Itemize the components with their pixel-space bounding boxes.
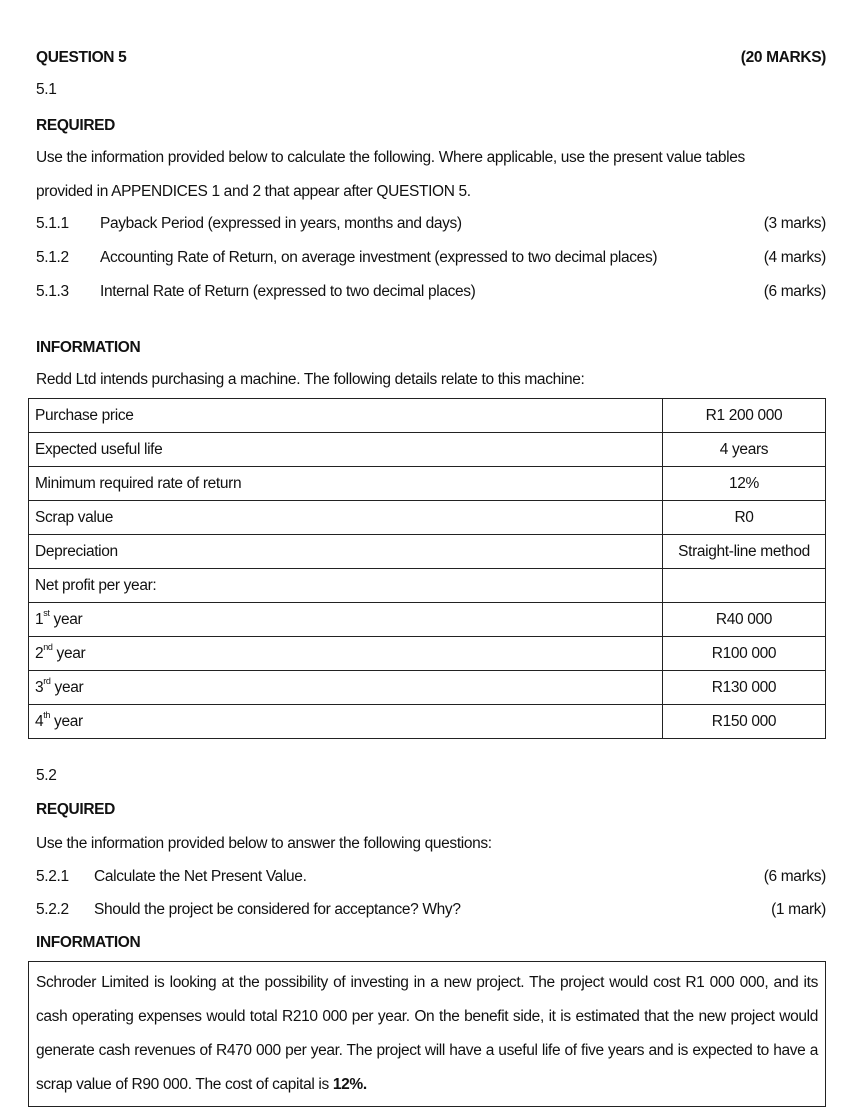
item-5-1-1-marks: (3 marks): [763, 215, 826, 232]
item-5-1-2-marks: (4 marks): [763, 249, 826, 266]
row-value: R130 000: [663, 671, 826, 705]
year-number: 4: [35, 712, 44, 730]
item-number: 5.1.1: [36, 215, 69, 232]
row-label: [29, 705, 663, 739]
ordinal-suffix: th: [43, 710, 51, 721]
table-row: [29, 637, 826, 671]
row-value: [663, 569, 826, 603]
row-label: Minimum required rate of return: [29, 467, 663, 501]
item-number: 5.1.2: [36, 249, 69, 266]
item-text: Payback Period (expressed in years, months and days): [100, 215, 462, 232]
row-label: [29, 671, 663, 705]
year-word: year: [49, 610, 83, 628]
row-value: R0: [663, 501, 826, 535]
row-value: 4 years: [663, 433, 826, 467]
row-label: Purchase price: [29, 399, 663, 433]
row-value: R100 000: [663, 637, 826, 671]
item-5-2-2-marks: (1 mark): [771, 901, 826, 918]
item-text: Should the project be considered for acceptance? Why?: [94, 901, 461, 918]
row-label: [29, 603, 663, 637]
information-heading-5-2: INFORMATION: [36, 934, 141, 951]
item-number: 5.2.1: [36, 868, 69, 885]
item-5-2-1: [36, 867, 307, 887]
information-heading-5-1: INFORMATION: [36, 339, 141, 356]
table-row: [29, 535, 826, 569]
machine-details-table: [28, 398, 826, 739]
table-row: [29, 705, 826, 739]
row-label: Scrap value: [29, 501, 663, 535]
instruction-line-2: provided in APPENDICES 1 and 2 that appear after QUESTION 5.: [36, 183, 471, 200]
required-heading-5-2: REQUIRED: [36, 801, 116, 818]
row-value: R1 200 000: [663, 399, 826, 433]
year-number: 3: [35, 678, 44, 696]
instruction-5-2: Use the information provided below to answer the following questions:: [36, 835, 492, 852]
section-number-5-2: 5.2: [36, 767, 57, 784]
item-text: Calculate the Net Present Value.: [94, 868, 307, 885]
row-label: Expected useful life: [29, 433, 663, 467]
item-5-1-1: [36, 214, 462, 234]
ordinal-suffix: nd: [43, 642, 53, 653]
item-5-2-1-marks: (6 marks): [763, 868, 826, 885]
item-number: 5.1.3: [36, 283, 69, 300]
project-information-box: [28, 961, 826, 1107]
question-marks: (20 MARKS): [740, 49, 826, 66]
cost-of-capital: 12%.: [332, 1076, 367, 1093]
section-number-5-1: 5.1: [36, 81, 57, 98]
item-text: Internal Rate of Return (expressed to two decimal places): [100, 283, 476, 300]
row-label: Net profit per year:: [29, 569, 663, 603]
row-label: Depreciation: [29, 535, 663, 569]
table-row: [29, 501, 826, 535]
item-text: Accounting Rate of Return, on average investment (expressed to two decimal places): [100, 249, 658, 266]
information-intro: Redd Ltd intends purchasing a machine. The following details relate to this machine:: [36, 371, 585, 388]
year-number: 2: [35, 644, 44, 662]
table-row: [29, 569, 826, 603]
row-label: [29, 637, 663, 671]
year-number: 1: [35, 610, 44, 628]
row-value: R40 000: [663, 603, 826, 637]
item-5-1-3-marks: (6 marks): [763, 283, 826, 300]
table-row: [29, 671, 826, 705]
instruction-line-1: Use the information provided below to calculate the following. Where applicable, use the present value tables: [36, 149, 745, 166]
row-value: R150 000: [663, 705, 826, 739]
ordinal-suffix: rd: [43, 676, 51, 687]
year-word: year: [52, 644, 86, 662]
row-value: Straight-line method: [663, 535, 826, 569]
project-paragraph: Schroder Limited is looking at the possibility of investing in a new project. The project would cost R1 000 000, and its cash operating expenses would total R210 000 per year. On the benefit side, it is estimated that the new project would generate cash revenues of R470 000 per year. The project will have a useful life of five years and is expected to have a scrap value of R90 000. The cost of capital is: [36, 974, 818, 1093]
item-5-1-3: [36, 282, 476, 302]
item-5-2-2: [36, 900, 461, 920]
item-5-1-2: [36, 248, 657, 268]
table-row: [29, 467, 826, 501]
year-word: year: [50, 712, 83, 730]
year-word: year: [50, 678, 84, 696]
table-row: [29, 603, 826, 637]
required-heading-5-1: REQUIRED: [36, 117, 116, 134]
item-number: 5.2.2: [36, 901, 69, 918]
ordinal-suffix: st: [43, 608, 50, 619]
table-row: [29, 399, 826, 433]
question-title: QUESTION 5: [36, 49, 127, 66]
row-value: 12%: [663, 467, 826, 501]
table-row: [29, 433, 826, 467]
